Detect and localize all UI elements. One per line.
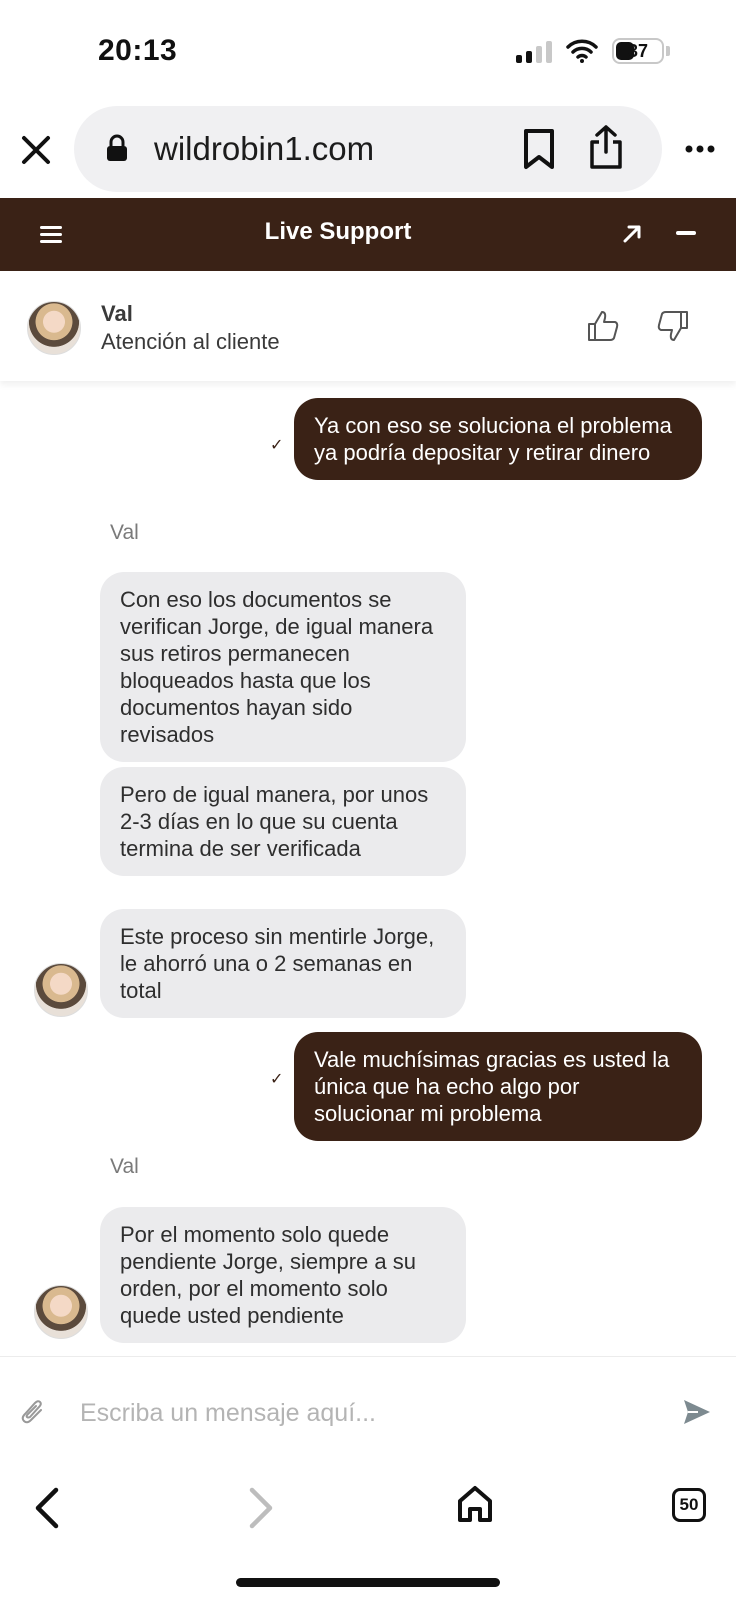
- message-composer: [0, 1356, 736, 1466]
- browser-toolbar: [0, 106, 736, 194]
- lock-icon: [106, 134, 128, 162]
- back-icon[interactable]: [32, 1486, 62, 1530]
- share-icon[interactable]: [588, 124, 624, 170]
- thumbs-down-icon[interactable]: [656, 309, 690, 343]
- agent-message-bubble: Este proceso sin mentirle Jorge, le ahorró una o 2 semanas en total: [100, 909, 466, 1018]
- more-options-icon[interactable]: [684, 144, 716, 154]
- message-input[interactable]: [80, 1393, 640, 1433]
- status-icons: [516, 38, 670, 64]
- browser-navigation: [0, 1466, 736, 1600]
- agent-message-bubble: Por el momento solo quede pendiente Jorge, siempre a su orden, por el momento solo quede usted pendiente: [100, 1207, 466, 1343]
- paperclip-icon[interactable]: [20, 1397, 46, 1427]
- agent-role: Atención al cliente: [101, 329, 280, 354]
- sent-check-icon: ✓: [270, 1071, 284, 1088]
- sent-check-icon: ✓: [270, 437, 284, 454]
- support-header: [0, 198, 736, 271]
- battery-icon: [612, 38, 664, 64]
- cellular-signal-icon: [516, 39, 552, 63]
- sender-label: Val: [110, 1155, 139, 1178]
- agent-name: Val: [101, 301, 133, 326]
- tabs-count-button[interactable]: 50: [672, 1488, 706, 1522]
- agent-message-avatar: [34, 963, 88, 1017]
- agent-avatar: [27, 301, 81, 355]
- header-title: Live Support: [264, 218, 412, 245]
- minimize-icon[interactable]: [676, 231, 696, 235]
- status-time: 20:13: [98, 34, 178, 67]
- close-icon[interactable]: [18, 132, 54, 168]
- send-icon[interactable]: [682, 1397, 712, 1427]
- forward-icon[interactable]: [246, 1486, 276, 1530]
- bookmark-icon[interactable]: [522, 128, 556, 170]
- user-message-bubble: Vale muchísimas gracias es usted la única que ha echo algo por solucionar mi problema: [294, 1032, 702, 1141]
- url-text: wildrobin1.com: [154, 130, 375, 167]
- agent-info-bar: [0, 271, 736, 381]
- status-bar: [0, 0, 736, 100]
- address-bar[interactable]: [74, 106, 662, 192]
- wifi-icon: [566, 39, 598, 63]
- thumbs-up-icon[interactable]: [586, 309, 620, 343]
- agent-message-avatar: [34, 1285, 88, 1339]
- chat-transcript: [0, 381, 736, 1356]
- user-message-bubble: Ya con eso se soluciona el problema ya podría depositar y retirar dinero: [294, 398, 702, 480]
- home-indicator: [236, 1578, 500, 1587]
- sender-label: Val: [110, 521, 139, 544]
- agent-message-bubble: Con eso los documentos se verifican Jorge, de igual manera sus retiros permanecen bloqueados hasta que los documentos hayan sido revisados: [100, 572, 466, 762]
- expand-icon[interactable]: [622, 224, 642, 244]
- home-icon[interactable]: [456, 1484, 494, 1524]
- battery-level: 37: [627, 40, 649, 61]
- agent-message-bubble: Pero de igual manera, por unos 2-3 días en lo que su cuenta termina de ser verificada: [100, 767, 466, 876]
